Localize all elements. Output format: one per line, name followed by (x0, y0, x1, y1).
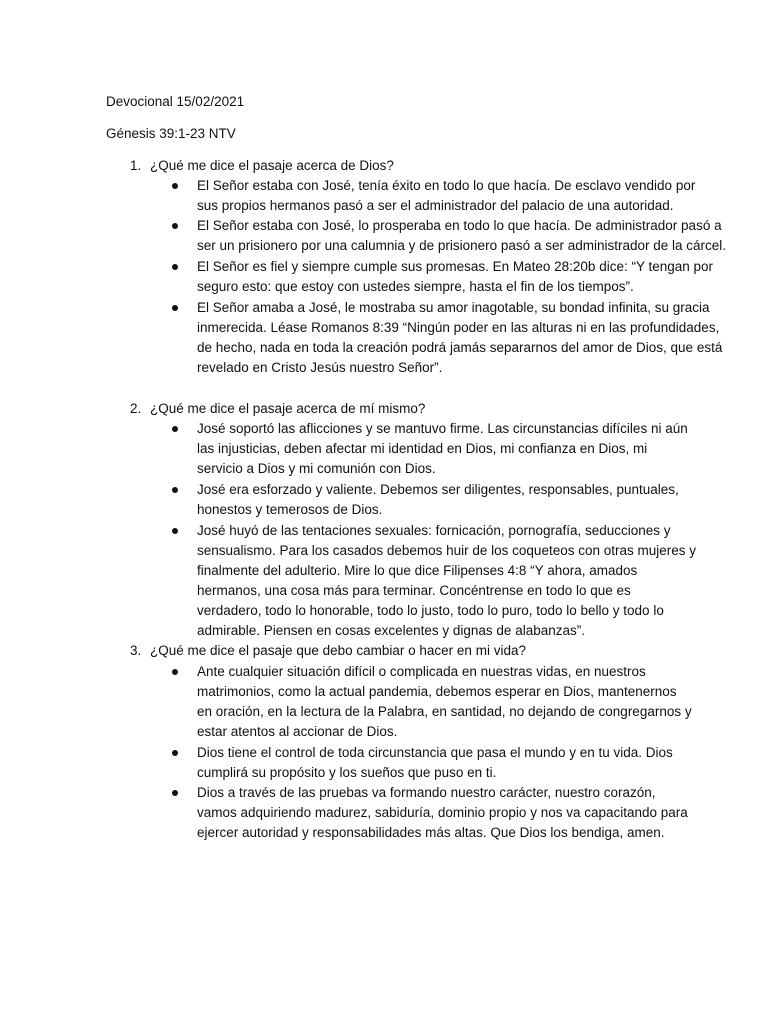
bullet-line: revelado en Cristo Jesús nuestro Señor”. (197, 360, 443, 375)
bullet-line: estar atentos al accionar de Dios. (197, 724, 398, 739)
bullet-icon (172, 528, 178, 534)
document-title: Devocional 15/02/2021 (106, 94, 245, 109)
bullet-line: finalmente del adulterio. Mire lo que dice Filipenses 4:8 “Y ahora, amados (197, 563, 638, 578)
bullet-line: sensualismo. Para los casados debemos huir de los coqueteos con otras mujeres y (197, 543, 697, 558)
question-number: 3. (130, 643, 142, 658)
question-text: ¿Qué me dice el pasaje que debo cambiar o hacer en mi vida? (150, 643, 526, 658)
bullet-icon (172, 669, 178, 675)
bullet-line: hermanos, una cosa más para terminar. Concéntrense en todo lo que es (197, 583, 631, 598)
scripture-reference: Génesis 39:1-23 NTV (106, 126, 236, 141)
bullet-line: matrimonios, como la actual pandemia, debemos esperar en Dios, mantenernos (197, 684, 677, 699)
bullet-line: El Señor amaba a José, le mostraba su amor inagotable, su bondad infinita, su gracia (197, 300, 710, 315)
bullet-line: las injusticias, deben afectar mi identidad en Dios, mi confianza en Dios, mi (197, 441, 648, 456)
bullet-line: inmerecida. Léase Romanos 8:39 “Ningún poder en las alturas ni en las profundidades, (197, 320, 720, 335)
bullet-icon (172, 487, 178, 493)
bullet-line: verdadero, todo lo honorable, todo lo justo, todo lo puro, todo lo bello y todo lo (197, 603, 664, 618)
bullet-line: El Señor estaba con José, lo prosperaba en todo lo que hacía. De administrador pasó a (197, 218, 722, 233)
bullet-icon (172, 305, 178, 311)
bullet-line: El Señor es fiel y siempre cumple sus promesas. En Mateo 28:20b dice: “Y tengan por (197, 259, 714, 274)
bullet-icon (172, 790, 178, 796)
bullet-line: sus propios hermanos pasó a ser el administrador del palacio de una autoridad. (197, 198, 674, 213)
bullet-line: seguro esto: que estoy con ustedes siempre, hasta el fin de los tiempos”. (197, 279, 634, 294)
bullet-line: José soportó las aflicciones y se mantuvo firme. Las circunstancias difíciles ni aún (197, 421, 688, 436)
question-number: 1. (130, 158, 142, 173)
question-number: 2. (130, 401, 142, 416)
bullet-line: honestos y temerosos de Dios. (197, 502, 383, 517)
bullet-line: ejercer autoridad y responsabilidades más altas. Que Dios los bendiga, amen. (197, 825, 665, 840)
bullet-line: Dios tiene el control de toda circunstancia que pasa el mundo y en tu vida. Dios (197, 745, 673, 760)
bullet-line: admirable. Piensen en cosas excelentes y dignas de alabanzas”. (197, 623, 585, 638)
bullet-icon (172, 223, 178, 229)
bullet-icon (172, 264, 178, 270)
bullet-line: en oración, en la lectura de la Palabra, en santidad, no dejando de congregarnos y (197, 704, 692, 719)
bullet-line: Ante cualquier situación difícil o complicada en nuestras vidas, en nuestros (197, 664, 646, 679)
bullet-line: José huyó de las tentaciones sexuales: fornicación, pornografía, seducciones y (197, 523, 671, 538)
bullet-line: Dios a través de las pruebas va formando nuestro carácter, nuestro corazón, (197, 785, 656, 800)
bullet-line: José era esforzado y valiente. Debemos ser diligentes, responsables, puntuales, (197, 482, 679, 497)
bullet-line: cumplirá su propósito y los sueños que puso en ti. (197, 765, 497, 780)
question-text: ¿Qué me dice el pasaje acerca de Dios? (150, 158, 394, 173)
question-text: ¿Qué me dice el pasaje acerca de mí mismo? (150, 401, 426, 416)
bullet-line: de hecho, nada en toda la creación podrá jamás separarnos del amor de Dios, que está (197, 340, 723, 355)
bullet-line: El Señor estaba con José, tenía éxito en todo lo que hacía. De esclavo vendido por (197, 178, 696, 193)
bullet-icon (172, 183, 178, 189)
bullet-line: servicio a Dios y mi comunión con Dios. (197, 461, 436, 476)
bullet-icon (172, 426, 178, 432)
bullet-line: ser un prisionero por una calumnia y de prisionero pasó a ser administrador de la cárcel. (197, 238, 727, 253)
bullet-icon (172, 750, 178, 756)
bullet-line: vamos adquiriendo madurez, sabiduría, dominio propio y nos va capacitando para (197, 805, 688, 820)
